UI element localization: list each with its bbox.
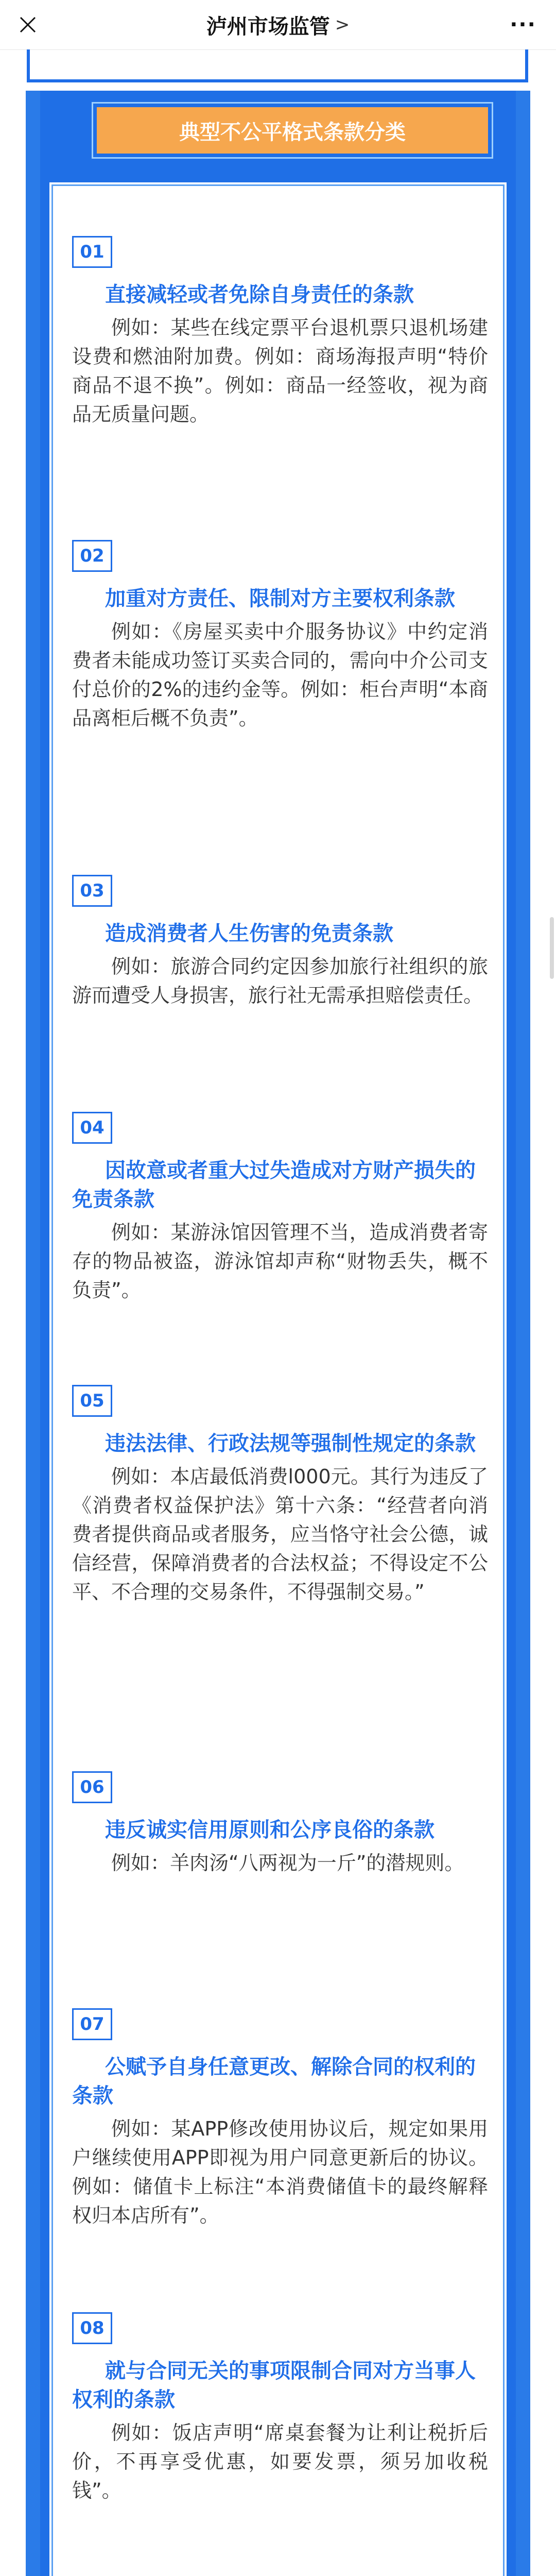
clause-body: 例如：羊肉汤“八两视为一斤”的潜规则。 — [111, 1852, 464, 1874]
clause-title: 因故意或者重大过失造成对方财产损失的免责条款 — [72, 1159, 476, 1211]
clause-number: 04 — [72, 1112, 112, 1144]
clause-number: 03 — [72, 875, 112, 907]
clause-title: 就与合同无关的事项限制合同对方当事人权利的条款 — [72, 2359, 476, 2412]
clause-body: 例如：旅游合同约定因参加旅行社组织的旅游而遭受人身损害，旅行社无需承担赔偿责任。 — [72, 955, 488, 1007]
clause-number: 07 — [72, 2008, 112, 2040]
clause-item — [72, 1385, 488, 1606]
clause-body: 例如：某些在线定票平台退机票只退机场建设费和燃油附加费。例如：商场海报声明“特价商品不退不换”。例如：商品一经签收，视为商品无质量问题。 — [72, 316, 488, 426]
clause-title: 违反诚实信用原则和公序良俗的条款 — [105, 1818, 435, 1842]
close-icon — [18, 14, 38, 35]
clause-item — [72, 1771, 488, 1877]
clause-item — [72, 236, 488, 429]
more-icon: ··· — [510, 13, 536, 37]
clause-panel-inner — [40, 91, 516, 2576]
section-heading: 典型不公平格式条款分类 — [97, 107, 488, 154]
clause-number: 02 — [72, 540, 112, 572]
scrollbar-thumb[interactable] — [550, 917, 554, 979]
clause-number: 06 — [72, 1771, 112, 1803]
clause-number: 08 — [72, 2312, 112, 2344]
previous-section-frame — [27, 49, 528, 82]
clause-body: 例如：某游泳馆因管理不当，造成消费者寄存的物品被盗，游泳馆却声称“财物丢失，概不负责”。 — [72, 1221, 488, 1301]
clause-item — [72, 2312, 488, 2505]
close-button[interactable] — [12, 9, 43, 40]
page-title: 泸州市场监管 — [206, 14, 330, 39]
clause-item — [72, 2008, 488, 2230]
clause-number: 01 — [72, 236, 112, 268]
more-options-button[interactable] — [502, 9, 544, 40]
chevron-right-icon: > — [335, 14, 350, 35]
clause-panel — [26, 91, 530, 2576]
clause-title: 加重对方责任、限制对方主要权利条款 — [105, 587, 455, 611]
account-title-link[interactable] — [206, 10, 350, 40]
clause-item — [72, 540, 488, 733]
clause-list — [49, 182, 507, 2576]
clause-body: 例如：饭店声明“席桌套餐为让利让税折后价，不再享受优惠，如要发票，须另加收税钱”。 — [72, 2421, 488, 2502]
clause-body: 例如：本店最低消费l000元。其行为违反了《消费者权益保护法》第十六条：“经营者向消费者提供商品或者服务，应当恪守社会公德，诚信经营，保障消费者的合法权益；不得设定不公平、不合理的交易条件，不得强制交易。” — [72, 1465, 488, 1603]
clause-item — [72, 1112, 488, 1304]
clause-title: 违法法律、行政法规等强制性规定的条款 — [105, 1432, 476, 1455]
clause-body: 例如：某APP修改使用协议后，规定如果用户继续使用APP即视为用户同意更新后的协议。例如：储值卡上标注“本消费储值卡的最终解释权归本店所有”。 — [72, 2117, 488, 2227]
section-header-frame — [92, 102, 493, 159]
clause-body: 例如：《房屋买卖中介服务协议》中约定消费者未能成功签订买卖合同的，需向中介公司支付总价的2%的违约金等。例如：柜台声明“本商品离柜后概不负责”。 — [72, 620, 488, 730]
clause-title: 造成消费者人生伤害的免责条款 — [105, 922, 393, 945]
clause-title: 直接减轻或者免除自身责任的条款 — [105, 283, 414, 307]
clause-title: 公赋予自身任意更改、解除合同的权利的条款 — [72, 2055, 476, 2108]
clause-item — [72, 875, 488, 1010]
top-navigation-bar — [0, 0, 556, 50]
clause-number: 05 — [72, 1385, 112, 1417]
